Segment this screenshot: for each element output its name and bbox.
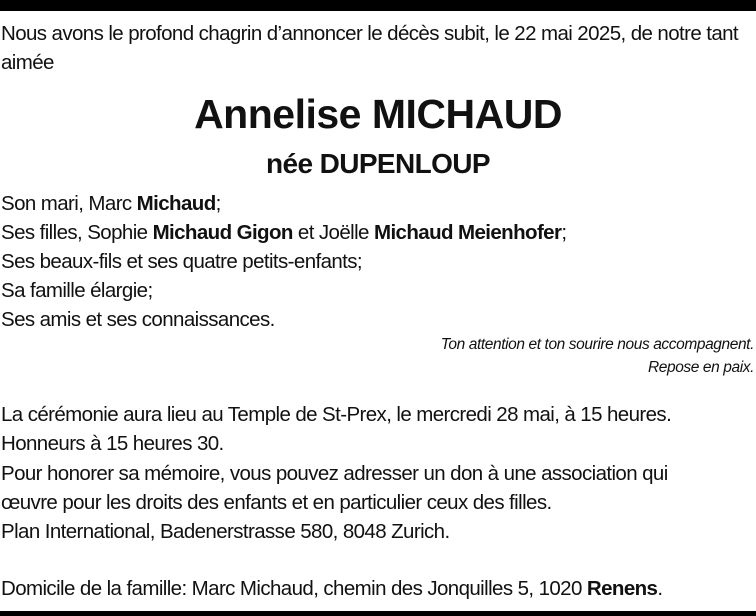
ceremony-line: œuvre pour les droits des enfants et en particulier ceux des filles.	[1, 490, 552, 514]
family-member-line	[1, 305, 753, 334]
family-surname: Michaud Gigon	[152, 221, 293, 244]
family-surname: Michaud	[136, 192, 216, 215]
ceremony-line: Honneurs à 15 heures 30.	[1, 432, 224, 456]
family-text: Ses filles, Sophie	[1, 221, 153, 244]
ceremony-line: Pour honorer sa mémoire, vous pouvez adresser un don à une association qui	[1, 461, 668, 485]
family-text: Son mari, Marc	[1, 192, 137, 215]
family-list	[1, 189, 753, 334]
deceased-name: Annelise MICHAUD	[194, 91, 562, 137]
family-surname: Michaud Meienhofer	[373, 221, 562, 244]
family-text: Sa famille élargie;	[1, 279, 153, 302]
bottom-rule	[0, 611, 756, 616]
domicile-town: Renens	[586, 577, 658, 600]
ceremony-line: Plan International, Badenerstrasse 580, 8048 Zurich.	[1, 520, 450, 544]
maiden-name: née DUPENLOUP	[265, 148, 491, 179]
domicile-address: Domicile de la famille: Marc Michaud, chemin des Jonquilles 5, 1020	[1, 577, 587, 600]
epitaph-line: Ton attention et ton sourire nous accompagnent.	[440, 336, 754, 353]
domicile-suffix: .	[657, 577, 663, 600]
family-domicile	[1, 574, 755, 603]
family-text: et Joëlle	[292, 221, 374, 244]
family-member-line	[1, 247, 753, 276]
announcement-intro: Nous avons le profond chagrin d’annoncer le décès subit, le 22 mai 2025, de notre tant aimée	[1, 22, 739, 74]
family-text: ;	[561, 221, 567, 244]
ceremony-details	[1, 400, 755, 546]
family-text: ;	[215, 192, 221, 215]
family-member-line	[1, 276, 753, 305]
ceremony-line: La cérémonie aura lieu au Temple de St-Prex, le mercredi 28 mai, à 15 heures.	[1, 403, 672, 426]
epitaph-quote	[194, 333, 754, 379]
family-text: Ses amis et ses connaissances.	[1, 308, 275, 331]
family-member-line	[1, 189, 753, 218]
family-member-line	[1, 218, 753, 247]
family-text: Ses beaux-fils et ses quatre petits-enfants;	[1, 250, 363, 273]
top-rule	[0, 0, 756, 11]
epitaph-line: Repose en paix.	[647, 359, 754, 376]
